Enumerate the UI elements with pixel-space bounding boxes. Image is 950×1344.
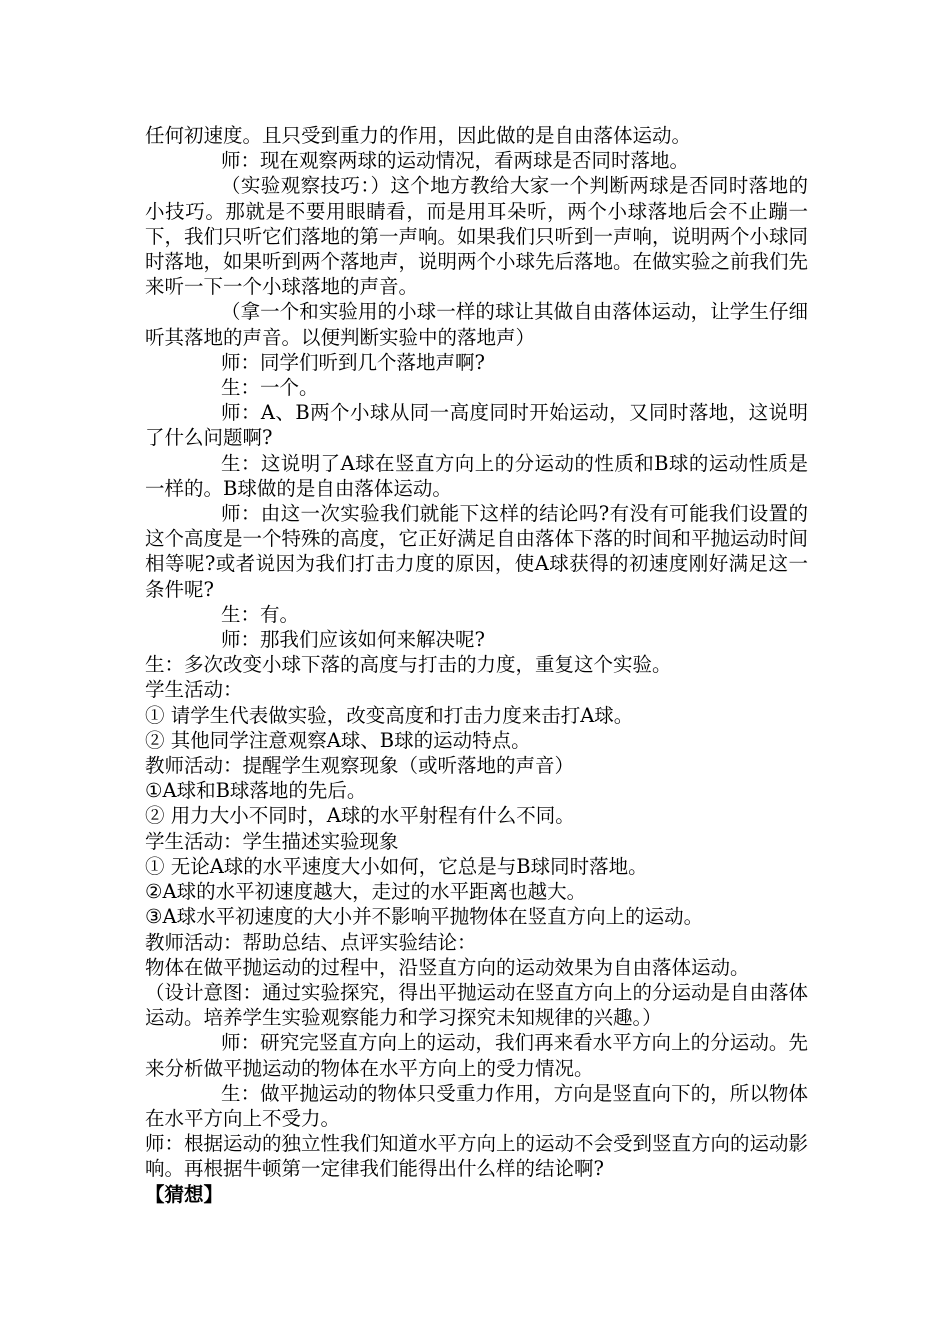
paragraph-9: 师：由这一次实验我们就能下这样的结论吗?有没有可能我们设置的这个高度是一个特殊的高度，它正好满足自由落体下落的时间和平抛运动时间相等呢?或者说因为我们打击力度的原因，使A球获得的初速度刚好满足这一条件呢? [145, 502, 809, 601]
paragraph-11: 师：那我们应该如何来解决呢? [221, 628, 485, 652]
paragraph-12: 生：多次改变小球下落的高度与打击的力度，重复这个实验。 [145, 653, 672, 677]
paragraph-5: 师：同学们听到几个落地声啊? [221, 350, 485, 374]
paragraph-16: 教师活动：提醒学生观察现象（或听落地的声音） [145, 754, 575, 778]
paragraph-18: ② 用力大小不同时，A球的水平射程有什么不同。 [145, 804, 575, 828]
section-heading: 【猜想】 [145, 1182, 224, 1206]
paragraph-24: 物体在做平抛运动的过程中，沿竖直方向的运动效果为自由落体运动。 [145, 955, 750, 979]
paragraph-15: ② 其他同学注意观察A球、B球的运动特点。 [145, 728, 531, 752]
paragraph-28: 师：根据运动的独立性我们知道水平方向上的运动不会受到竖直方向的运动影响。再根据牛顿第一定律我们能得出什么样的结论啊? [145, 1132, 809, 1181]
document-page [145, 123, 808, 1207]
paragraph-25: （设计意图：通过实验探究，得出平抛运动在竖直方向上的分运动是自由落体运动。培养学生实验观察能力和学习探究未知规律的兴趣。） [145, 980, 809, 1030]
paragraph-26: 师：研究完竖直方向上的运动，我们再来看水平方向上的分运动。先来分析做平抛运动的物体在水平方向上的受力情况。 [145, 1031, 808, 1080]
paragraph-14: ① 请学生代表做实验，改变高度和打击力度来击打A球。 [145, 703, 634, 727]
paragraph-21: ②A球的水平初速度越大，走过的水平距离也越大。 [145, 880, 587, 904]
paragraph-17: ①A球和B球落地的先后。 [145, 779, 367, 803]
paragraph-27: 生：做平抛运动的物体只受重力作用，方向是竖直向下的，所以物体在水平方向上不受力。 [145, 1081, 808, 1130]
paragraph-6: 生：一个。 [221, 376, 319, 400]
paragraph-20: ① 无论A球的水平速度大小如何，它总是与B球同时落地。 [145, 854, 648, 878]
paragraph-19: 学生活动：学生描述实验现象 [145, 829, 399, 853]
paragraph-8: 生：这说明了A球在竖直方向上的分运动的性质和B球的运动性质是一样的。B球做的是自由落体运动。 [145, 451, 808, 500]
paragraph-10: 生：有。 [221, 602, 300, 626]
paragraph-1: 任何初速度。且只受到重力的作用，因此做的是自由落体运动。 [145, 124, 692, 147]
paragraph-7: 师：A、B两个小球从同一高度同时开始运动，又同时落地，这说明了什么问题啊? [145, 401, 808, 450]
paragraph-22: ③A球水平初速度的大小并不影响平抛物体在竖直方向上的运动。 [145, 905, 704, 929]
paragraph-13: 学生活动： [145, 678, 243, 702]
paragraph-4: （拿一个和实验用的小球一样的球让其做自由落体运动，让学生仔细听其落地的声音。以便判断实验中的落地声） [145, 300, 808, 349]
paragraph-23: 教师活动：帮助总结、点评实验结论： [145, 930, 477, 954]
paragraph-3: （实验观察技巧：）这个地方教给大家一个判断两球是否同时落地的小技巧。那就是不要用眼睛看，而是用耳朵听，两个小球落地后会不止蹦一下，我们只听它们落地的第一声响。如果我们只听到一声响，说明两个小球同时落地，如果听到两个落地声，说明两个小球先后落地。在做实验之前我们先来听一下一个小球落地的声音。 [145, 174, 809, 299]
paragraph-2: 师：现在观察两球的运动情况，看两球是否同时落地。 [221, 149, 690, 173]
